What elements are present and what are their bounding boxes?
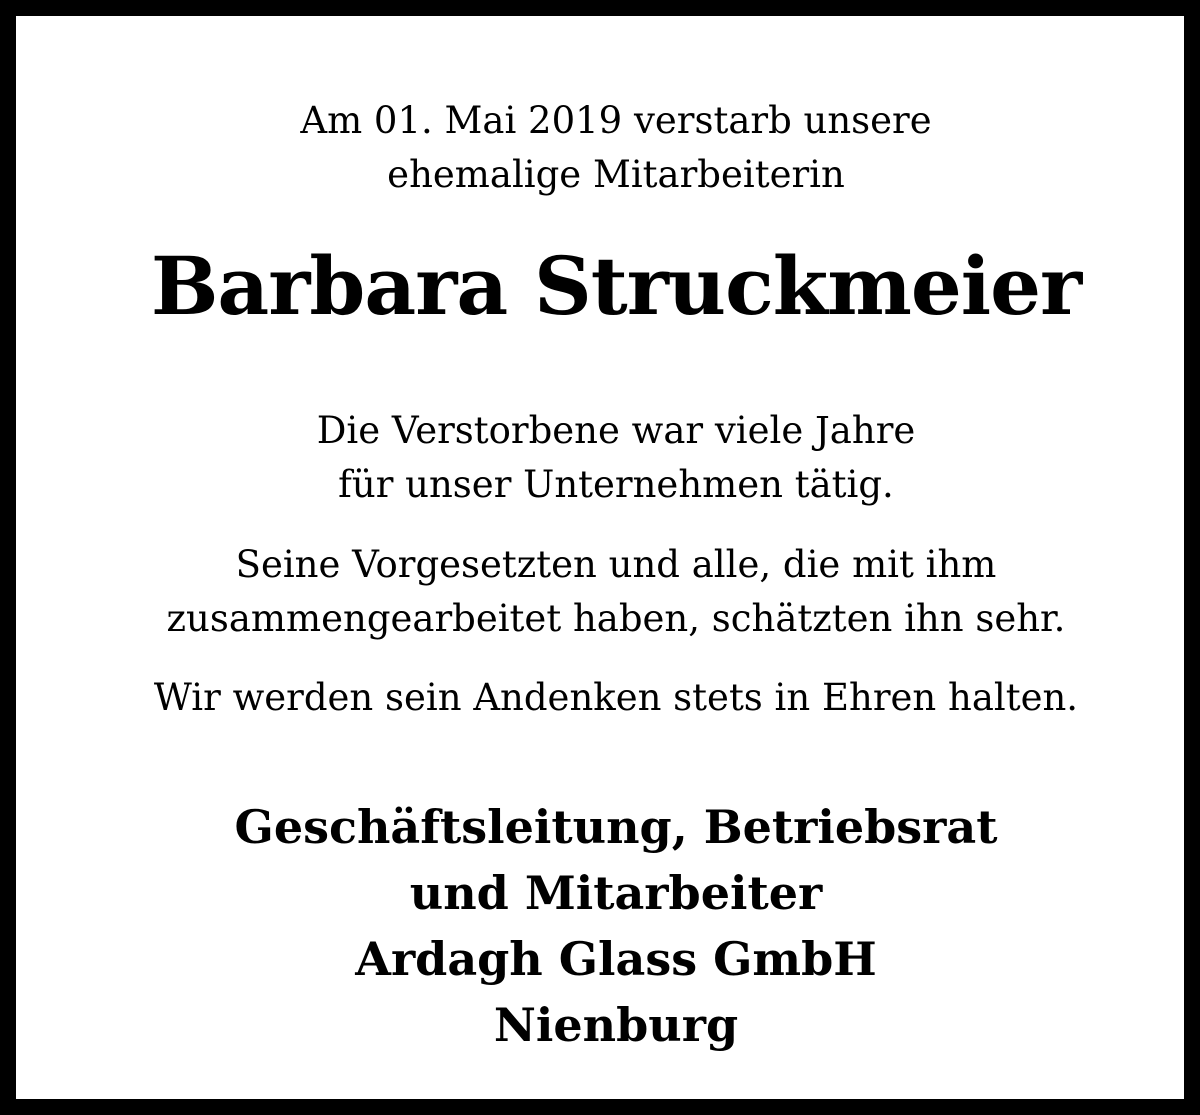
deceased-name: Barbara Struckmeier bbox=[150, 239, 1082, 333]
intro-line-2: ehemalige Mitarbeiterin bbox=[387, 153, 845, 196]
paragraph-2-line-2: zusammengearbeitet haben, schätzten ihn sehr. bbox=[166, 597, 1066, 640]
paragraph-2-line-1: Seine Vorgesetzten und alle, die mit ihm bbox=[235, 543, 997, 586]
signature-line-1: Geschäftsleitung, Betriebsrat bbox=[234, 800, 998, 854]
signature-location: Nienburg bbox=[493, 998, 739, 1052]
signature-line-2: und Mitarbeiter bbox=[409, 866, 823, 920]
paragraph-3-line-1: Wir werden sein Andenken stets in Ehren halten. bbox=[153, 676, 1079, 719]
intro-line-1: Am 01. Mai 2019 verstarb unsere bbox=[300, 99, 932, 142]
paragraph-1-line-2: für unser Unternehmen tätig. bbox=[338, 463, 894, 506]
signature-company: Ardagh Glass GmbH bbox=[355, 932, 877, 986]
paragraph-1-line-1: Die Verstorbene war viele Jahre bbox=[316, 409, 916, 452]
